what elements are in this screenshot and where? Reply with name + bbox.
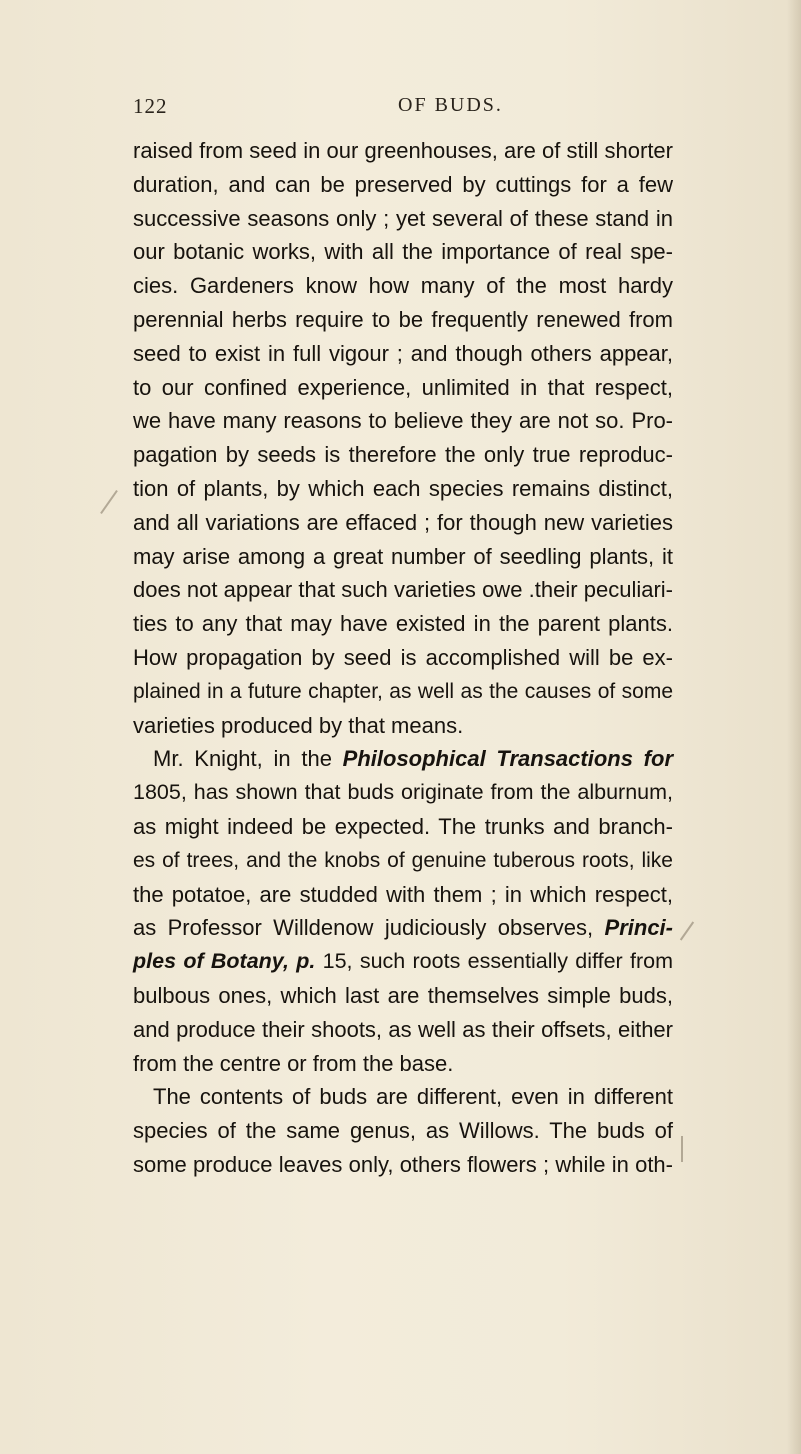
text-line: duration, and can be preserved by cuttings for a few <box>133 171 673 197</box>
margin-mark <box>681 1136 683 1162</box>
text-line: varieties produced by that means. <box>133 712 464 738</box>
text-line: the potatoe, are studded with them ; in which respect, <box>133 881 673 907</box>
italic-title: ples of Botany, p. <box>133 949 316 974</box>
body-text <box>133 134 673 1182</box>
italic-title: Princi- <box>604 915 673 941</box>
margin-mark <box>680 921 694 940</box>
text-line: tion of plants, by which each species remains distinct, <box>133 475 673 501</box>
text-line: our botanic works, with all the importance of real spe- <box>133 239 673 265</box>
text-line: may arise among a great number of seedling plants, it <box>133 543 673 569</box>
text-line: plained in a future chapter, as well as the causes of some <box>133 679 673 703</box>
text-line: The contents of buds are different, even in different <box>153 1084 673 1110</box>
page-edge-shadow <box>787 0 801 1454</box>
text-line: cies. Gardeners know how many of the most hardy <box>133 273 673 299</box>
text-line: Mr. Knight, in the Philosophical Transactions for <box>153 746 674 772</box>
text-line: raised from seed in our greenhouses, are of still shorter <box>133 138 673 163</box>
text-line: from the centre or from the base. <box>133 1050 454 1076</box>
text-line: pagation by seeds is therefore the only true reproduc- <box>133 442 673 468</box>
margin-mark <box>100 490 118 514</box>
text-line: How propagation by seed is accomplished will be ex- <box>133 644 673 670</box>
text-line: seed to exist in full vigour ; and though others appear, <box>133 340 673 366</box>
text-line: es of trees, and the knobs of genuine tuberous roots, like <box>133 848 673 872</box>
text-line: as Professor Willdenow judiciously observes, Princi- <box>133 915 673 941</box>
text-line: 1805, has shown that buds originate from the alburnum, <box>133 780 673 805</box>
text-line: bulbous ones, which last are themselves simple buds, <box>133 982 673 1008</box>
page-number: 122 <box>133 94 168 118</box>
italic-title: Philosophical Transactions for <box>342 746 674 772</box>
text-line: species of the same genus, as Willows. The buds of <box>133 1118 673 1144</box>
running-head <box>133 94 673 124</box>
text-line: to our confined experience, unlimited in that respect, <box>133 374 673 400</box>
text-line: as might indeed be expected. The trunks and branch- <box>133 813 673 839</box>
text-line: we have many reasons to believe they are not so. Pro- <box>133 408 673 434</box>
text-line: ties to any that may have existed in the parent plants. <box>133 611 673 637</box>
text-line: and produce their shoots, as well as their offsets, either <box>133 1016 673 1042</box>
text-line: ples of Botany, p. 15, such roots essentially differ from <box>133 949 673 974</box>
text-line: does not appear that such varieties owe .their peculiari- <box>133 577 673 603</box>
text-line: some produce leaves only, others flowers ; while in oth- <box>133 1151 673 1177</box>
running-head-title: OF BUDS. <box>398 94 503 116</box>
text-line: and all variations are effaced ; for though new varieties <box>133 509 673 535</box>
text-line: perennial herbs require to be frequently renewed from <box>133 306 673 332</box>
text-line: successive seasons only ; yet several of these stand in <box>133 205 673 231</box>
